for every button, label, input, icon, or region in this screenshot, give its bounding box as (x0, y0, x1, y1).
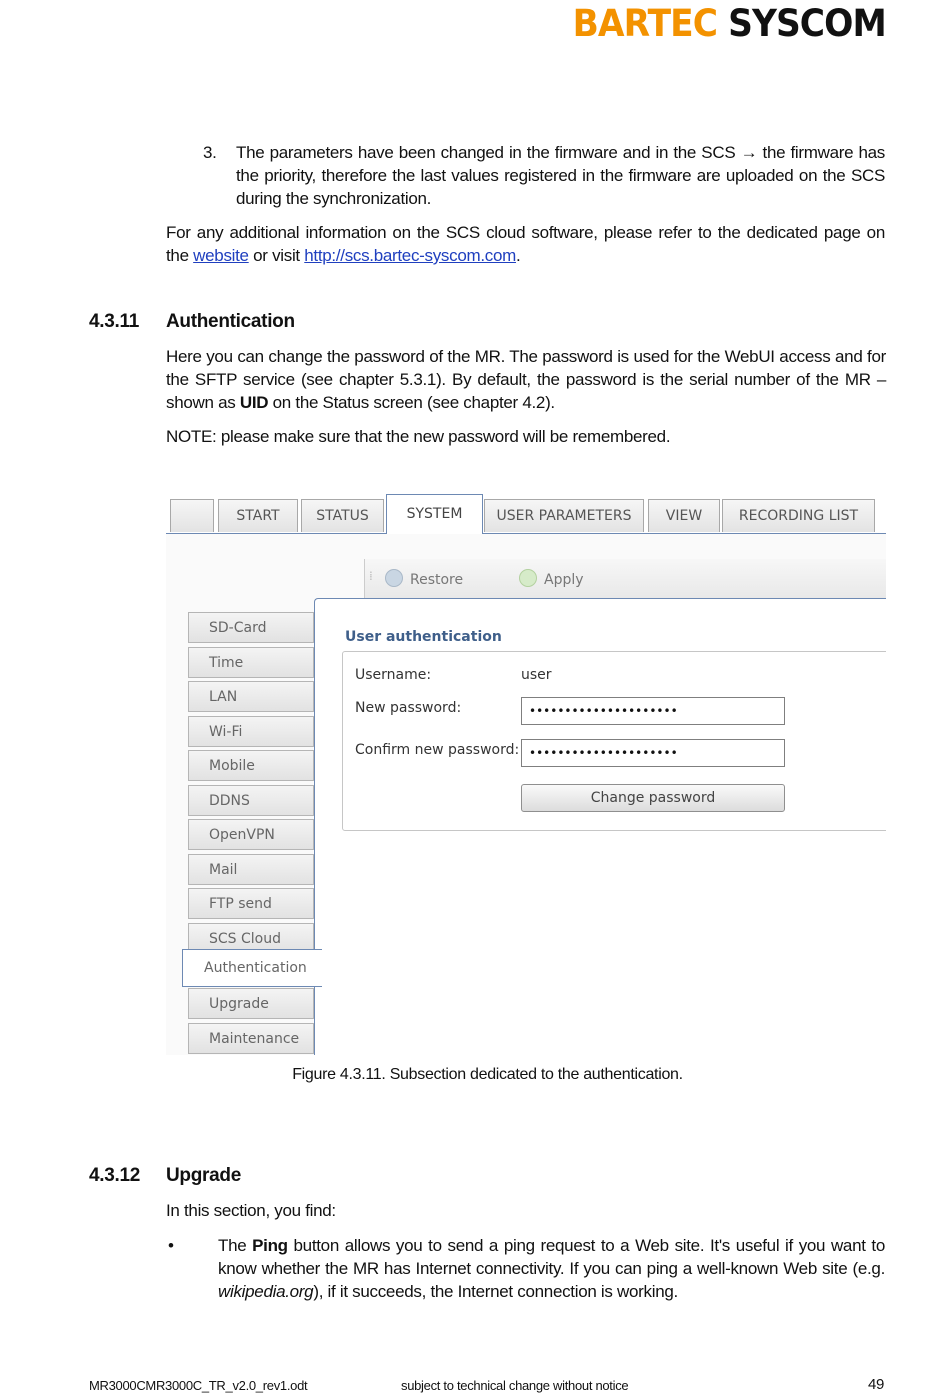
list-number: 3. (203, 143, 217, 162)
new-password-input[interactable]: ••••••••••••••••••••• (521, 697, 785, 725)
wikipedia-italic: wikipedia.org (218, 1282, 314, 1301)
scs-url-link[interactable]: http://scs.bartec-syscom.com (304, 246, 516, 265)
toolbar-grip-icon: ⁞ (369, 569, 373, 583)
logo-bartec: BARTEC (572, 2, 718, 45)
nav-ddns[interactable]: DDNS (188, 785, 314, 816)
page-number: 49 (868, 1376, 885, 1393)
scs-info-paragraph (166, 221, 885, 267)
uid-bold: UID (239, 393, 269, 412)
restore-label: Restore (410, 572, 464, 588)
nav-time[interactable]: Time (188, 647, 314, 678)
tab-status[interactable]: STATUS (301, 499, 384, 532)
auth-panel (314, 598, 886, 1055)
upgrade-intro: In this section, you find: (166, 1201, 336, 1220)
tab-start[interactable]: START (218, 499, 298, 532)
footer-notice: subject to technical change without notice (401, 1378, 629, 1393)
list-item-text: The parameters have been changed in the firmware and in the SCS → the firmware has the priority, therefore the last values registered in the firmware are uploaded on the SCS during the synchronization. (236, 143, 885, 208)
confirm-password-input[interactable]: ••••••••••••••••••••• (521, 739, 785, 767)
nav-openvpn[interactable]: OpenVPN (188, 819, 314, 850)
username-value: user (521, 667, 552, 683)
scs-text-end: . (515, 246, 521, 265)
section-number-4311: 4.3.11 (89, 311, 139, 332)
scs-text-before: For any additional information on the SCS cloud software, please refer to the dedicated page on the (166, 223, 885, 265)
section-title-authentication: Authentication (166, 311, 295, 332)
confirm-password-label: Confirm new password: (355, 742, 520, 758)
tab-view[interactable]: VIEW (648, 499, 720, 532)
auth-paragraph (166, 345, 886, 414)
bullet-text-mid: button allows you to send a ping request to a Web site. It's useful if you want to know whether the MR has Internet connectivity. If you can ping a well-known Web site (e.g. (218, 1236, 885, 1278)
apply-check-icon (519, 569, 537, 587)
logo-syscom: SYSCOM (728, 2, 886, 45)
website-link[interactable]: website (193, 246, 249, 265)
upgrade-bullet-list (166, 1234, 885, 1303)
tab-recording-list[interactable]: RECORDING LIST (722, 499, 875, 532)
nav-sd-card[interactable]: SD-Card (188, 612, 314, 643)
section-number-4312: 4.3.12 (89, 1165, 141, 1186)
tab-system[interactable]: SYSTEM (386, 494, 483, 534)
nav-scs-cloud[interactable]: SCS Cloud (188, 923, 314, 954)
section-title-upgrade: Upgrade (166, 1165, 241, 1186)
auth-fieldset (342, 651, 886, 831)
nav-ftp-send[interactable]: FTP send (188, 888, 314, 919)
nav-maintenance[interactable]: Maintenance (188, 1023, 314, 1054)
figure-caption: Figure 4.3.11. Subsection dedicated to the authentication. (292, 1066, 683, 1083)
bullet-text-after: ), if it succeeds, the Internet connection is working. (313, 1282, 678, 1301)
footer-filename: MR3000CMR3000C_TR_v2.0_rev1.odt (89, 1378, 308, 1393)
nav-mail[interactable]: Mail (188, 854, 314, 885)
brand-logo (573, 2, 886, 45)
apply-label: Apply (544, 572, 584, 588)
apply-button[interactable] (519, 569, 584, 588)
bullet-text-before: The (218, 1236, 253, 1255)
webui-screenshot (166, 491, 886, 1055)
tab-blank[interactable] (170, 499, 214, 532)
bullet-dot: • (168, 1236, 174, 1255)
change-password-button[interactable]: Change password (521, 784, 785, 812)
auth-text-after: on the Status screen (see chapter 4.2). (268, 393, 555, 412)
nav-wifi[interactable]: Wi-Fi (188, 716, 314, 747)
restore-button[interactable] (385, 569, 463, 588)
restore-icon (385, 569, 403, 587)
tab-bar (166, 491, 886, 534)
new-password-label: New password: (355, 700, 462, 716)
auth-text-before: Here you can change the password of the MR. The password is used for the WebUI access and for the SFTP service (see chapter 5.3.1). By default, the password is the serial number of the MR – shown as (166, 347, 886, 412)
scs-text-middle: or visit (248, 246, 305, 265)
nav-lan[interactable]: LAN (188, 681, 314, 712)
auth-note: NOTE: please make sure that the new password will be remembered. (166, 427, 671, 446)
nav-mobile[interactable]: Mobile (188, 750, 314, 781)
nav-upgrade[interactable]: Upgrade (188, 988, 314, 1019)
username-label: Username: (355, 667, 432, 683)
list-item (166, 1234, 885, 1303)
ping-bold: Ping (252, 1236, 288, 1255)
tab-user-parameters[interactable]: USER PARAMETERS (484, 499, 644, 532)
panel-title: User authentication (345, 629, 502, 645)
action-toolbar (364, 559, 886, 599)
nav-authentication[interactable]: Authentication (182, 949, 322, 987)
